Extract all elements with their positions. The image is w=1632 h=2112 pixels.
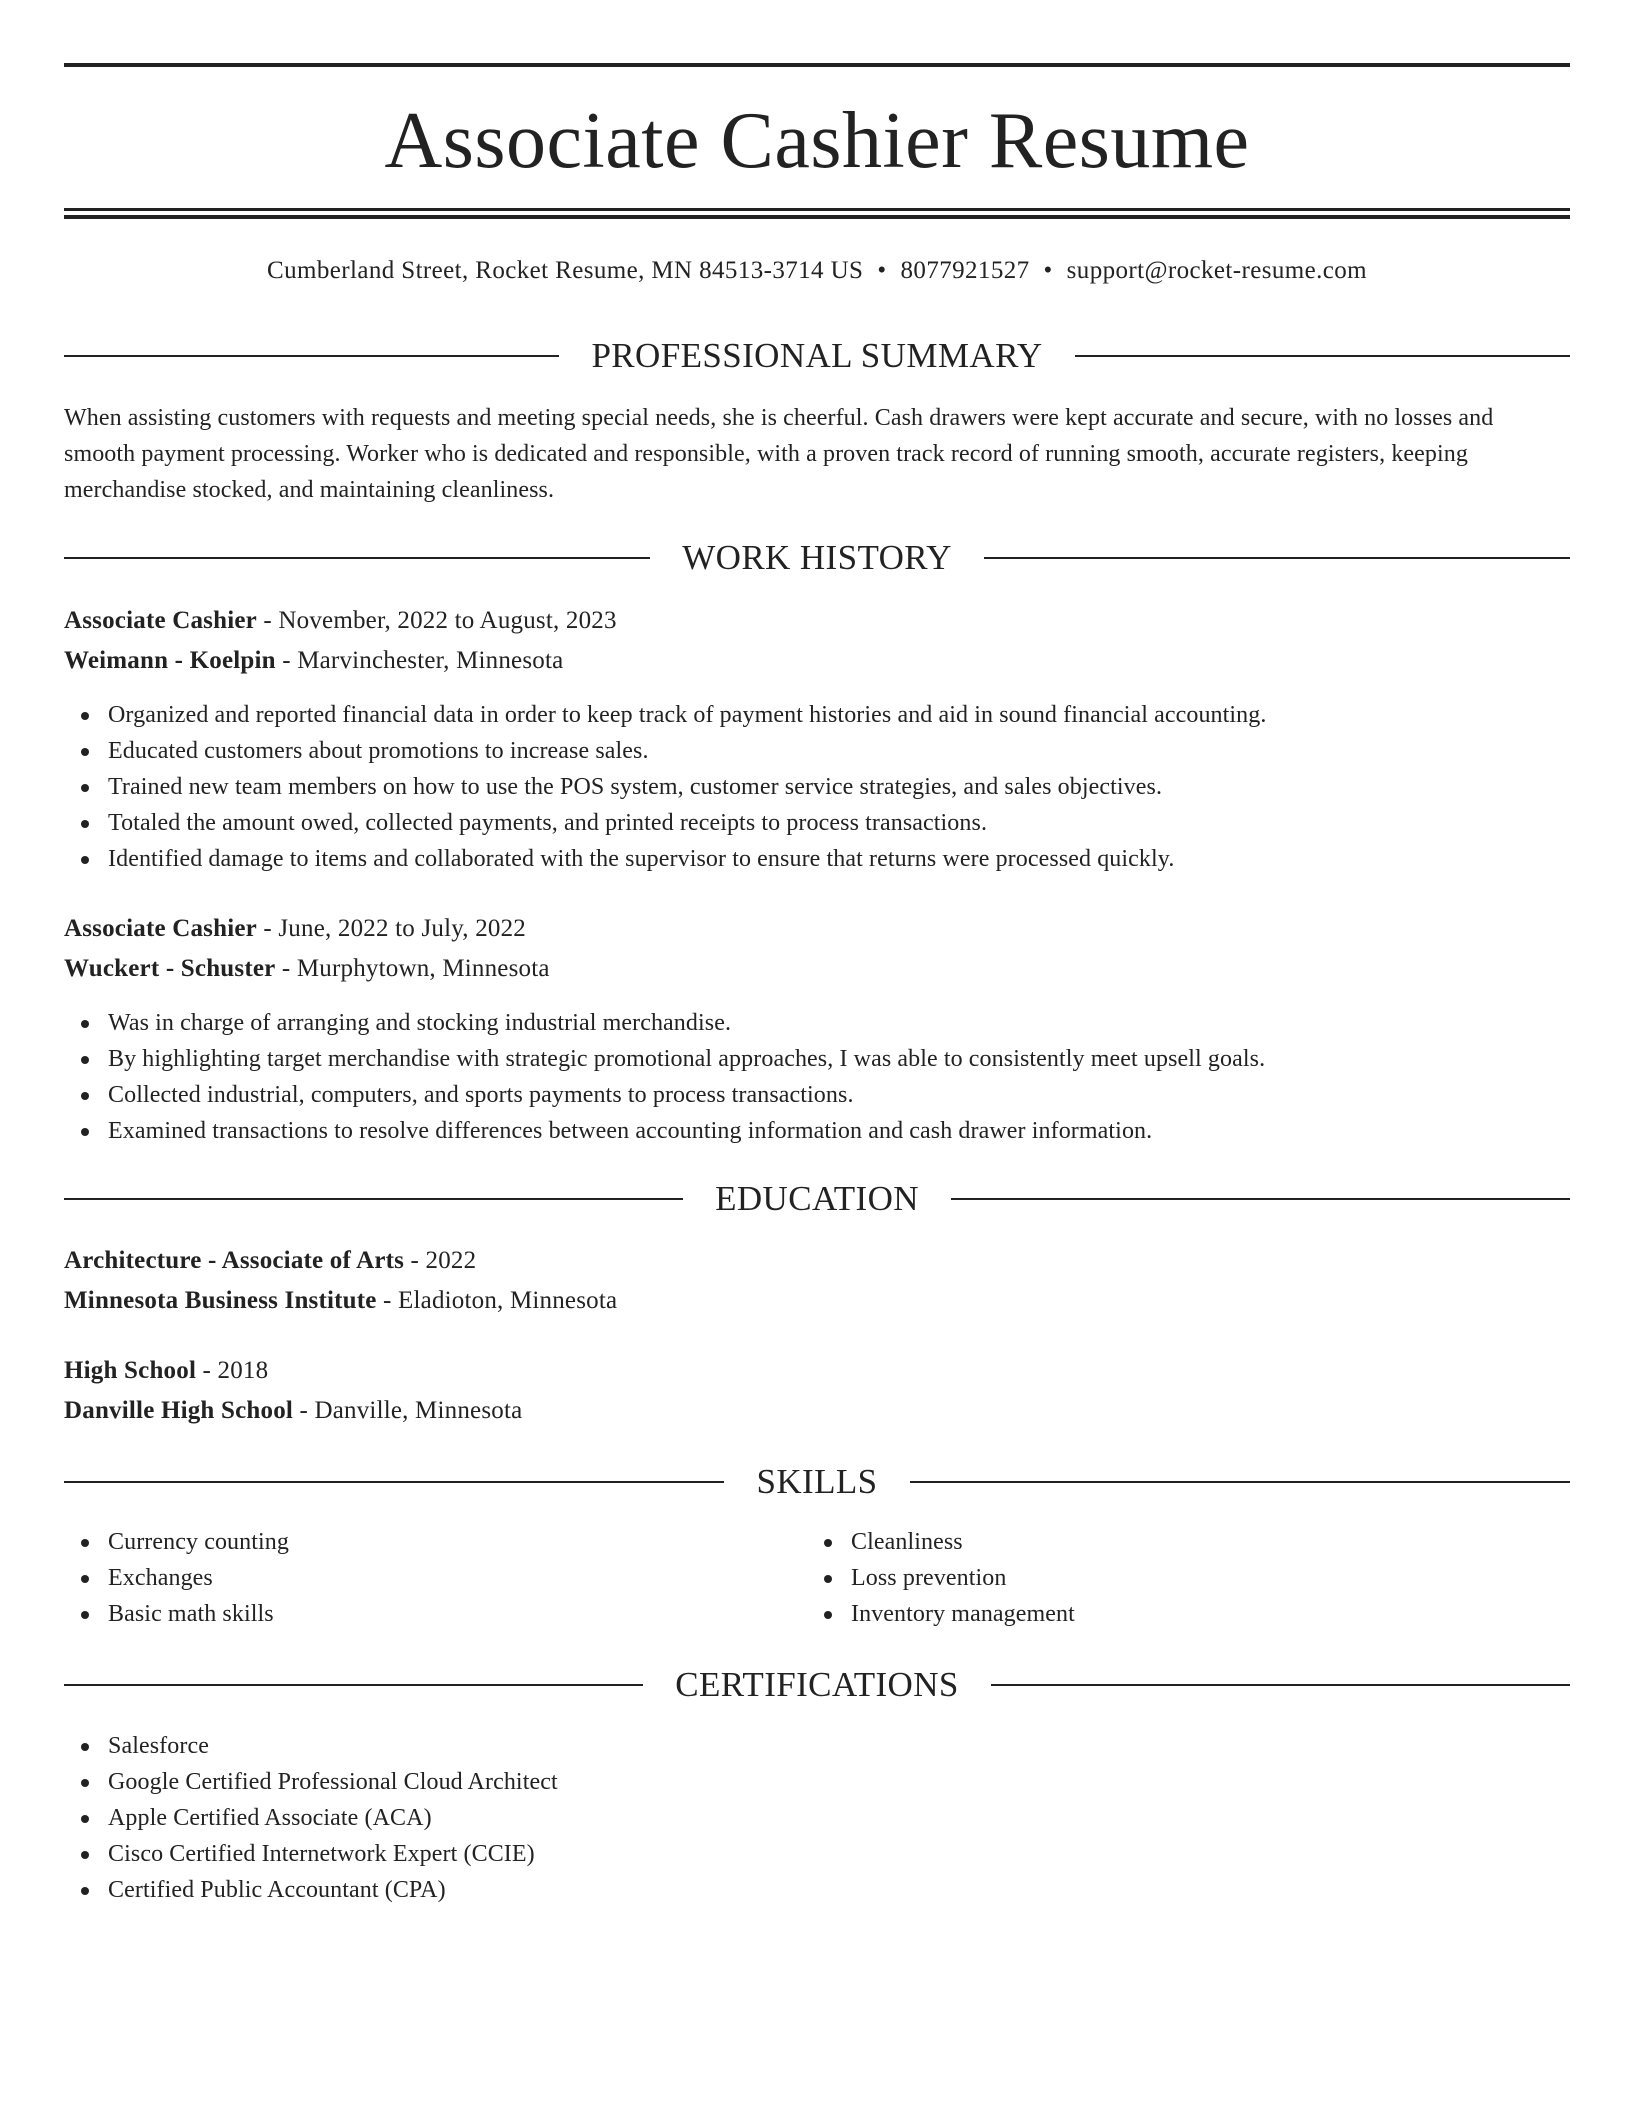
skills-list: [64, 1524, 1570, 1632]
summary-text: When assisting customers with requests and meeting special needs, she is cheerful. Cash drawers were kept accurate and secure, with no losses and smooth payment processing. Worker who is dedicated and responsible, with a proven track record of running smooth, accurate registers, keeping merchandise stocked, and maintaining cleanliness.: [64, 405, 1494, 503]
education-school: Danville High School: [64, 1397, 294, 1424]
list-item: Totaled the amount owed, collected payments, and printed receipts to process transactions.: [64, 805, 1570, 841]
section-title: WORK HISTORY: [682, 538, 952, 577]
education-school: Minnesota Business Institute: [64, 1287, 377, 1314]
section-title: CERTIFICATIONS: [675, 1665, 959, 1704]
header-rule: [64, 1198, 683, 1200]
header-rule: [64, 1481, 724, 1483]
education-degree: Architecture - Associate of Arts: [64, 1247, 405, 1274]
certifications-list-wrap: [64, 1728, 1570, 1908]
header-rule: [984, 557, 1570, 559]
education-year: - 2018: [196, 1357, 269, 1384]
list-item: Examined transactions to resolve differences between accounting information and cash drawer information.: [64, 1113, 1570, 1149]
skill-item: Inventory management: [807, 1596, 1550, 1632]
job-location: - Marvinchester, Minnesota: [275, 647, 564, 674]
certification-item: Apple Certified Associate (ACA): [64, 1800, 1570, 1836]
education-location: - Danville, Minnesota: [293, 1397, 523, 1424]
education-degree-line: [64, 1241, 1570, 1281]
certification-item: Google Certified Professional Cloud Architect: [64, 1764, 1570, 1800]
list-item: Educated customers about promotions to increase sales.: [64, 733, 1570, 769]
header-rule: [64, 1684, 643, 1686]
job-entry: [64, 909, 1570, 1149]
education-school-line: [64, 1391, 1570, 1431]
list-item: Trained new team members on how to use the POS system, customer service strategies, and sales objectives.: [64, 769, 1570, 805]
section-header-education: [64, 1177, 1570, 1221]
certification-item: Salesforce: [64, 1728, 1570, 1764]
header-rule: [910, 1481, 1570, 1483]
job-title: Associate Cashier: [64, 915, 257, 942]
contact-email: support@rocket-resume.com: [1066, 257, 1367, 284]
section-header-skills: [64, 1460, 1570, 1504]
job-company: Wuckert - Schuster: [64, 955, 276, 982]
education-degree: High School: [64, 1357, 197, 1384]
title-double-rule-lower: [64, 215, 1570, 219]
contact-address: Cumberland Street, Rocket Resume, MN 84513-3714 US: [267, 257, 864, 284]
job-dates: - November, 2022 to August, 2023: [256, 607, 617, 634]
section-header-certifications: [64, 1663, 1570, 1707]
contact-separator: •: [877, 257, 887, 284]
section-header-work-history: [64, 536, 1570, 580]
education-location: - Eladioton, Minnesota: [376, 1287, 618, 1314]
skills-column-left: [64, 1524, 807, 1632]
education-degree-line: [64, 1351, 1570, 1391]
certification-item: Certified Public Accountant (CPA): [64, 1872, 1570, 1908]
contact-phone: 8077921527: [900, 257, 1030, 284]
section-title: SKILLS: [756, 1462, 878, 1501]
job-bullets: [64, 697, 1570, 877]
section-title: EDUCATION: [715, 1179, 919, 1218]
section-header-summary: [64, 334, 1570, 378]
certifications-list: [64, 1728, 1570, 1908]
education-school-line: [64, 1281, 1570, 1321]
list-item: Was in charge of arranging and stocking industrial merchandise.: [64, 1005, 1570, 1041]
job-title: Associate Cashier: [64, 607, 257, 634]
job-dates: - June, 2022 to July, 2022: [256, 915, 527, 942]
header-rule: [951, 1198, 1570, 1200]
list-item: Identified damage to items and collaborated with the supervisor to ensure that returns were processed quickly.: [64, 841, 1570, 877]
job-company: Weimann - Koelpin: [64, 647, 276, 674]
list-item: Collected industrial, computers, and sports payments to process transactions.: [64, 1077, 1570, 1113]
header-rule: [64, 355, 559, 357]
job-bullets: [64, 1005, 1570, 1149]
education-entry: [64, 1351, 1570, 1431]
header-rule: [64, 557, 650, 559]
job-title-line: [64, 909, 1570, 949]
top-rule: [64, 63, 1570, 67]
section-title: PROFESSIONAL SUMMARY: [591, 336, 1043, 375]
job-company-line: [64, 949, 1570, 989]
list-item: By highlighting target merchandise with strategic promotional approaches, I was able to consistently meet upsell goals.: [64, 1041, 1570, 1077]
certification-item: Cisco Certified Internetwork Expert (CCIE): [64, 1836, 1570, 1872]
title-double-rule-upper: [64, 208, 1570, 211]
contact-separator: •: [1043, 257, 1053, 284]
header-rule: [991, 1684, 1570, 1686]
page-title: Associate Cashier Resume: [384, 97, 1250, 185]
skill-item: Exchanges: [64, 1560, 807, 1596]
skill-item: Loss prevention: [807, 1560, 1550, 1596]
skill-item: Cleanliness: [807, 1524, 1550, 1560]
education-entry: [64, 1241, 1570, 1321]
job-location: - Murphytown, Minnesota: [275, 955, 550, 982]
list-item: Organized and reported financial data in order to keep track of payment histories and aid in sound financial accounting.: [64, 697, 1570, 733]
education-year: - 2022: [404, 1247, 477, 1274]
job-title-line: [64, 601, 1570, 641]
job-entry: [64, 601, 1570, 877]
header-rule: [1075, 355, 1570, 357]
job-company-line: [64, 641, 1570, 681]
skills-column-right: [807, 1524, 1550, 1632]
contact-line: [8, 254, 1626, 288]
skill-item: Basic math skills: [64, 1596, 807, 1632]
skill-item: Currency counting: [64, 1524, 807, 1560]
